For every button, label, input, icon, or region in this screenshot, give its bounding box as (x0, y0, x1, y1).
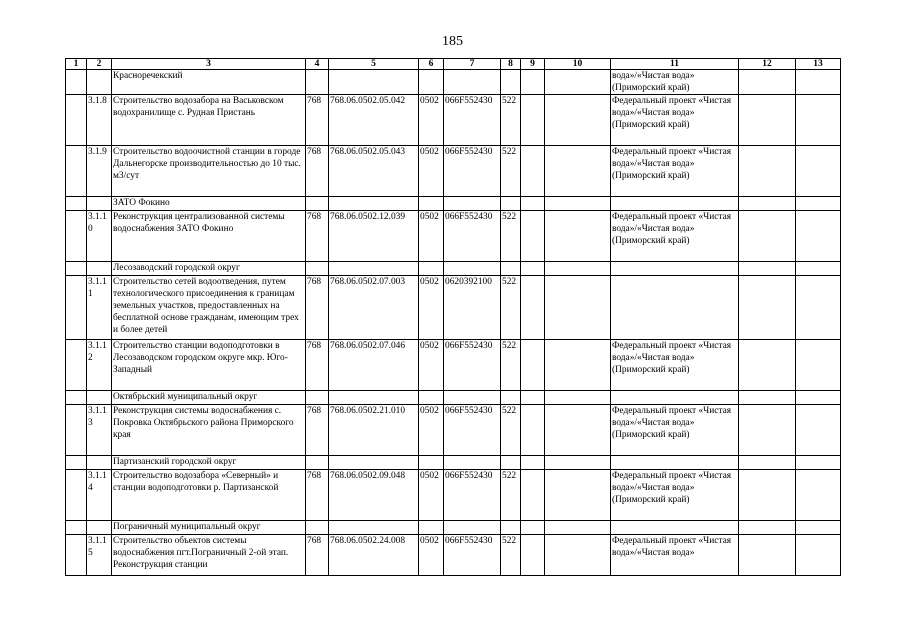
cell-col-13 (796, 211, 841, 262)
column-header: 8 (501, 59, 521, 70)
cell-col-7: 066F552430 (444, 405, 501, 456)
group-name: Октябрьский муниципальный округ (112, 391, 306, 405)
cell-col-10 (545, 262, 611, 276)
table-row (66, 340, 841, 391)
cell-col-1 (66, 470, 87, 521)
item-name: Строительство сетей водоотведения, путем технологического присоединения к границам земельных участков, предоставленных на бесплатной основе гражданам, имеющим трех и более детей (112, 276, 306, 340)
group-row (66, 521, 841, 535)
cell-col-11 (611, 262, 739, 276)
cell-col-4 (306, 197, 329, 211)
cell-col-9 (521, 340, 545, 391)
cell-col-10 (545, 197, 611, 211)
cell-col-4 (306, 262, 329, 276)
cell-col-12 (739, 405, 796, 456)
cell-col-13 (796, 456, 841, 470)
cell-col-5 (329, 391, 419, 405)
cell-col-4: 768 (306, 340, 329, 391)
item-name: Реконструкция системы водоснабжения с. Покровка Октябрьского района Приморского края (112, 405, 306, 456)
cell-col-1 (66, 340, 87, 391)
item-name: Строительство станции водоподготовки в Лесозаводском городском округе мкр. Юго-Западный (112, 340, 306, 391)
item-note (611, 276, 739, 340)
cell-col-2 (87, 197, 112, 211)
cell-col-8: 522 (501, 211, 521, 262)
cell-col-12 (739, 95, 796, 146)
cell-col-7 (444, 391, 501, 405)
cell-col-1 (66, 521, 87, 535)
cell-col-5 (329, 521, 419, 535)
cell-col-5: 768.06.0502.24.008 (329, 535, 419, 576)
cell-col-11 (611, 521, 739, 535)
table-row (66, 95, 841, 146)
cell-col-1 (66, 456, 87, 470)
cell-col-13 (796, 521, 841, 535)
item-note: Федеральный проект «Чистая вода»/«Чистая вода» (Приморский край) (611, 211, 739, 262)
cell-col-4: 768 (306, 211, 329, 262)
group-row (66, 456, 841, 470)
cell-col-7: 066F552430 (444, 211, 501, 262)
cell-col-12 (739, 456, 796, 470)
cell-col-9 (521, 456, 545, 470)
table-row (66, 470, 841, 521)
cell-col-10 (545, 391, 611, 405)
table-row (66, 70, 841, 95)
cell-col-8: 522 (501, 146, 521, 197)
cell-col-1 (66, 70, 87, 95)
cell-col-13 (796, 276, 841, 340)
cell-col-11 (611, 456, 739, 470)
cell-col-9 (521, 405, 545, 456)
cell-col-8: 522 (501, 470, 521, 521)
cell-col-4 (306, 456, 329, 470)
item-number: 3.1.1 2 (87, 340, 112, 391)
cell-col-4: 768 (306, 95, 329, 146)
cell-col-7: 066F552430 (444, 340, 501, 391)
item-note: Федеральный проект «Чистая вода»/«Чистая вода» (Приморский край) (611, 405, 739, 456)
cell-col-4 (306, 521, 329, 535)
cell-col-8 (501, 70, 521, 95)
cell-col-1 (66, 211, 87, 262)
cell-col-8 (501, 197, 521, 211)
cell-col-2 (87, 456, 112, 470)
cell-col-5: 768.06.0502.12.039 (329, 211, 419, 262)
cell-col-10 (545, 535, 611, 576)
cell-col-5 (329, 262, 419, 276)
cell-col-5: 768.06.0502.05.042 (329, 95, 419, 146)
item-number: 3.1.1 0 (87, 211, 112, 262)
cell-col-13 (796, 70, 841, 95)
cell-col-9 (521, 95, 545, 146)
item-note: вода»/«Чистая вода» (Приморский край) (611, 70, 739, 95)
cell-col-8: 522 (501, 535, 521, 576)
item-note: Федеральный проект «Чистая вода»/«Чистая вода» (Приморский край) (611, 470, 739, 521)
item-number: 3.1.1 4 (87, 470, 112, 521)
cell-col-8 (501, 521, 521, 535)
cell-col-2 (87, 262, 112, 276)
group-name: Пограничный муниципальный округ (112, 521, 306, 535)
cell-col-13 (796, 470, 841, 521)
cell-col-5 (329, 456, 419, 470)
cell-col-9 (521, 470, 545, 521)
column-header: 4 (306, 59, 329, 70)
cell-col-7: 066F552430 (444, 146, 501, 197)
cell-col-10 (545, 405, 611, 456)
cell-col-2 (87, 70, 112, 95)
cell-col-9 (521, 146, 545, 197)
cell-col-12 (739, 521, 796, 535)
cell-col-6: 0502 (419, 340, 444, 391)
cell-col-1 (66, 276, 87, 340)
cell-col-9 (521, 197, 545, 211)
cell-col-12 (739, 211, 796, 262)
column-header: 13 (796, 59, 841, 70)
item-name: Строительство водоочистной станции в городе Дальнегорске производительностью до 10 тыс. м3/сут (112, 146, 306, 197)
cell-col-6: 0502 (419, 95, 444, 146)
cell-col-11 (611, 391, 739, 405)
column-header: 12 (739, 59, 796, 70)
cell-col-2 (87, 521, 112, 535)
item-name: Красноречекский (112, 70, 306, 95)
cell-col-13 (796, 197, 841, 211)
cell-col-9 (521, 535, 545, 576)
item-number: 3.1.8 (87, 95, 112, 146)
cell-col-6 (419, 197, 444, 211)
cell-col-7 (444, 197, 501, 211)
table-row (66, 405, 841, 456)
cell-col-4 (306, 70, 329, 95)
cell-col-13 (796, 340, 841, 391)
column-header: 11 (611, 59, 739, 70)
cell-col-8: 522 (501, 340, 521, 391)
cell-col-10 (545, 456, 611, 470)
cell-col-5: 768.06.0502.21.010 (329, 405, 419, 456)
cell-col-13 (796, 95, 841, 146)
cell-col-1 (66, 262, 87, 276)
cell-col-7 (444, 521, 501, 535)
group-row (66, 391, 841, 405)
cell-col-1 (66, 391, 87, 405)
cell-col-12 (739, 276, 796, 340)
item-name: Строительство водозабора на Васьковском водохранилище с. Рудная Пристань (112, 95, 306, 146)
column-header: 7 (444, 59, 501, 70)
cell-col-6: 0502 (419, 211, 444, 262)
item-name: Реконструкция централизованной системы водоснабжения ЗАТО Фокино (112, 211, 306, 262)
cell-col-4 (306, 391, 329, 405)
cell-col-13 (796, 262, 841, 276)
cell-col-1 (66, 146, 87, 197)
cell-col-10 (545, 470, 611, 521)
column-header: 2 (87, 59, 112, 70)
column-header: 3 (112, 59, 306, 70)
column-header: 9 (521, 59, 545, 70)
table-row (66, 211, 841, 262)
budget-table (65, 58, 841, 576)
group-row (66, 197, 841, 211)
cell-col-8: 522 (501, 276, 521, 340)
cell-col-12 (739, 70, 796, 95)
cell-col-7 (444, 70, 501, 95)
cell-col-10 (545, 211, 611, 262)
cell-col-6: 0502 (419, 405, 444, 456)
cell-col-5: 768.06.0502.05.043 (329, 146, 419, 197)
column-header: 6 (419, 59, 444, 70)
cell-col-8: 522 (501, 95, 521, 146)
cell-col-2 (87, 391, 112, 405)
cell-col-4: 768 (306, 276, 329, 340)
table-row (66, 146, 841, 197)
cell-col-8: 522 (501, 405, 521, 456)
cell-col-5: 768.06.0502.07.046 (329, 340, 419, 391)
cell-col-13 (796, 391, 841, 405)
cell-col-12 (739, 340, 796, 391)
column-header: 10 (545, 59, 611, 70)
cell-col-6: 0502 (419, 276, 444, 340)
cell-col-6 (419, 521, 444, 535)
cell-col-9 (521, 262, 545, 276)
cell-col-9 (521, 521, 545, 535)
cell-col-6 (419, 262, 444, 276)
cell-col-6 (419, 70, 444, 95)
item-note: Федеральный проект «Чистая вода»/«Чистая вода» (Приморский край) (611, 340, 739, 391)
cell-col-9 (521, 276, 545, 340)
group-name: ЗАТО Фокино (112, 197, 306, 211)
cell-col-7: 0620392100 (444, 276, 501, 340)
cell-col-7: 066F552430 (444, 470, 501, 521)
cell-col-10 (545, 276, 611, 340)
cell-col-4: 768 (306, 470, 329, 521)
cell-col-6: 0502 (419, 535, 444, 576)
cell-col-10 (545, 95, 611, 146)
table-row (66, 276, 841, 340)
cell-col-8 (501, 262, 521, 276)
cell-col-7: 066F552430 (444, 95, 501, 146)
cell-col-1 (66, 95, 87, 146)
cell-col-8 (501, 391, 521, 405)
cell-col-10 (545, 70, 611, 95)
cell-col-5 (329, 70, 419, 95)
item-number: 3.1.9 (87, 146, 112, 197)
cell-col-7 (444, 262, 501, 276)
cell-col-4: 768 (306, 535, 329, 576)
item-number: 3.1.1 5 (87, 535, 112, 576)
cell-col-4: 768 (306, 405, 329, 456)
cell-col-7: 066F552430 (444, 535, 501, 576)
cell-col-12 (739, 470, 796, 521)
cell-col-6: 0502 (419, 470, 444, 521)
cell-col-5: 768.06.0502.09.048 (329, 470, 419, 521)
cell-col-13 (796, 146, 841, 197)
cell-col-5: 768.06.0502.07.003 (329, 276, 419, 340)
cell-col-12 (739, 197, 796, 211)
item-number: 3.1.1 3 (87, 405, 112, 456)
cell-col-1 (66, 197, 87, 211)
item-name: Строительство водозабора «Северный» и станции водоподготовки р. Партизанской (112, 470, 306, 521)
cell-col-11 (611, 197, 739, 211)
cell-col-4: 768 (306, 146, 329, 197)
cell-col-9 (521, 391, 545, 405)
item-name: Строительство объектов системы водоснабжения пгт.Пограничный 2-ой этап. Реконструкция станции (112, 535, 306, 576)
column-header: 5 (329, 59, 419, 70)
cell-col-10 (545, 521, 611, 535)
cell-col-13 (796, 535, 841, 576)
cell-col-12 (739, 391, 796, 405)
item-number: 3.1.1 1 (87, 276, 112, 340)
item-note: Федеральный проект «Чистая вода»/«Чистая вода» (611, 535, 739, 576)
cell-col-13 (796, 405, 841, 456)
page-number: 185 (442, 34, 463, 49)
cell-col-12 (739, 535, 796, 576)
cell-col-12 (739, 146, 796, 197)
cell-col-8 (501, 456, 521, 470)
group-name: Лесозаводский городской округ (112, 262, 306, 276)
group-row (66, 262, 841, 276)
item-note: Федеральный проект «Чистая вода»/«Чистая вода» (Приморский край) (611, 146, 739, 197)
cell-col-10 (545, 340, 611, 391)
cell-col-1 (66, 405, 87, 456)
cell-col-6: 0502 (419, 146, 444, 197)
cell-col-12 (739, 262, 796, 276)
cell-col-10 (545, 146, 611, 197)
group-name: Партизанский городской округ (112, 456, 306, 470)
cell-col-1 (66, 535, 87, 576)
cell-col-6 (419, 456, 444, 470)
cell-col-9 (521, 70, 545, 95)
header-row (66, 59, 841, 70)
cell-col-5 (329, 197, 419, 211)
item-note: Федеральный проект «Чистая вода»/«Чистая вода» (Приморский край) (611, 95, 739, 146)
cell-col-6 (419, 391, 444, 405)
column-header: 1 (66, 59, 87, 70)
cell-col-9 (521, 211, 545, 262)
table-row (66, 535, 841, 576)
cell-col-7 (444, 456, 501, 470)
